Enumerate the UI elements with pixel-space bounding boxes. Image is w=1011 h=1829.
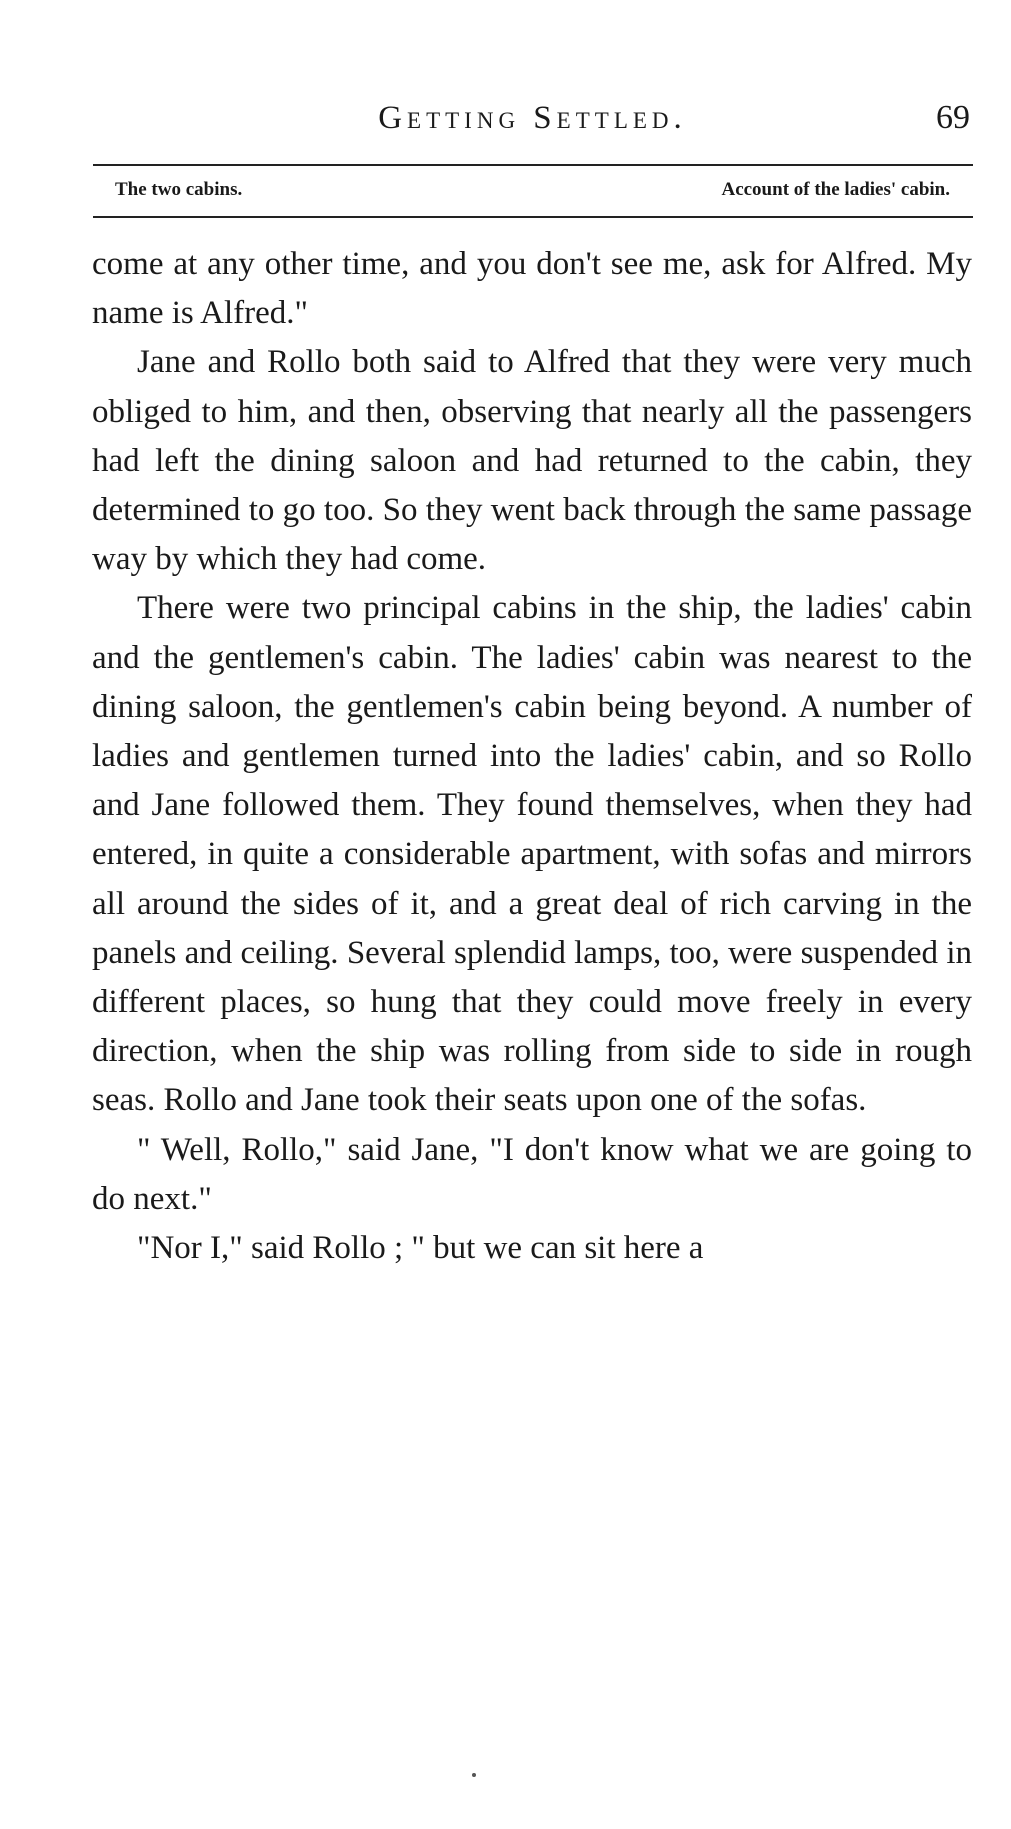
subhead-right: Account of the ladies' cabin. bbox=[721, 179, 950, 200]
paragraph: There were two principal cabins in the ship, the ladies' cabin and the gentlemen's cabin. The ladies' cabin was nearest to the dining saloon, the gentlemen's cabin being beyond. A number of ladies and gentlemen turned into the ladies' cabin, and so Rollo and Jane followed them. They found themselves, when they had entered, in quite a considerable apartment, with sofas and mirrors all around the sides of it, and a great deal of rich carving in the panels and ceiling. Several splendid lamps, too, were suspended in different places, so hung that they could move freely in every direction, when the ship was rolling from side to side in rough seas. Rollo and Jane took their seats upon one of the sofas. bbox=[92, 590, 972, 1119]
page-number: 69 bbox=[936, 99, 970, 136]
header-rule-bottom bbox=[93, 216, 973, 218]
footer-mark bbox=[472, 1773, 476, 1777]
subhead-left: The two cabins. bbox=[115, 179, 243, 200]
paragraph: "Nor I," said Rollo ; " but we can sit here a bbox=[137, 1230, 704, 1267]
running-head bbox=[95, 96, 970, 144]
running-title: Getting Settled. bbox=[378, 100, 687, 136]
section-subheads bbox=[115, 172, 950, 208]
paragraph: Jane and Rollo both said to Alfred that they were very much obliged to him, and then, observing that nearly all the passengers had left the dining saloon and had returned to the cabin, they determined to go too. So they went back through the same passage way by which they had come. bbox=[92, 344, 972, 578]
body-text bbox=[92, 240, 972, 1273]
paragraph-continued: come at any other time, and you don't see me, ask for Alfred. My name is Alfred." bbox=[92, 246, 972, 332]
paragraph: " Well, Rollo," said Jane, "I don't know what we are going to do next." bbox=[92, 1131, 972, 1217]
header-rule-top bbox=[93, 164, 973, 166]
